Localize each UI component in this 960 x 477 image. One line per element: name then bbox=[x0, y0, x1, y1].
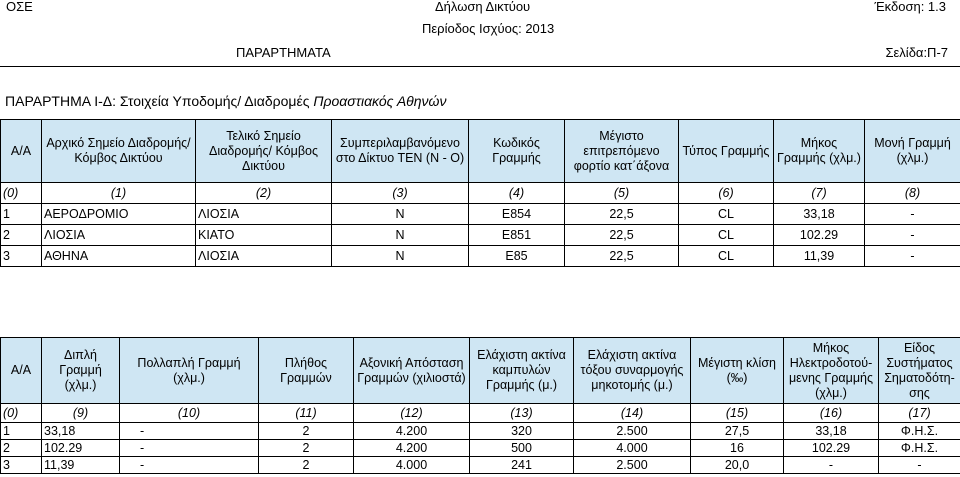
table-cell: 2 bbox=[1, 225, 42, 246]
table-row bbox=[1, 204, 960, 225]
table-cell: Ν bbox=[332, 225, 469, 246]
table-cell: 1 bbox=[1, 204, 42, 225]
table-cell: - bbox=[120, 423, 259, 440]
table-cell: 33,18 bbox=[784, 423, 879, 440]
page-title: ΠΑΡΑΡΤΗΜΑ Ι-Δ: Στοιχεία Υποδομής/ Διαδρομές Προαστιακός Αθηνών bbox=[5, 93, 447, 109]
table-cell: CL bbox=[679, 204, 774, 225]
table-cell: 11,39 bbox=[42, 457, 120, 474]
table-cell: 4.000 bbox=[354, 457, 470, 474]
table-cell: 102.29 bbox=[42, 440, 120, 457]
table-cell: ΛΙΟΣΙΑ bbox=[196, 204, 332, 225]
table-cell: Ε85 bbox=[469, 246, 565, 267]
column-number: (17) bbox=[879, 404, 960, 423]
col-header-min-curve-radius: Ελάχιστη ακτίνα καμπυλών Γραμμής (μ.) bbox=[470, 338, 574, 404]
table-cell: 33,18 bbox=[42, 423, 120, 440]
column-number-row bbox=[1, 404, 960, 423]
column-number: (11) bbox=[259, 404, 354, 423]
table-cell: - bbox=[784, 457, 879, 474]
table-cell: 22,5 bbox=[565, 225, 679, 246]
table-cell: Ε854 bbox=[469, 204, 565, 225]
column-number: (7) bbox=[774, 183, 865, 204]
column-number: (14) bbox=[574, 404, 691, 423]
col-header-track-spacing: Αξονική Απόσταση Γραμμών (χιλιοστά) bbox=[354, 338, 470, 404]
table-cell: 3 bbox=[1, 457, 42, 474]
table-cell: 2.500 bbox=[574, 423, 691, 440]
column-number: (13) bbox=[470, 404, 574, 423]
col-header-ten-network: Συμπεριλαμβανόμενο στο Δίκτυο ΤΕΝ (Ν - Ο) bbox=[332, 120, 469, 183]
table-cell: 20,0 bbox=[691, 457, 784, 474]
column-number: (0) bbox=[1, 183, 42, 204]
table-cell: 4.200 bbox=[354, 423, 470, 440]
table-cell: Ν bbox=[332, 246, 469, 267]
table-row bbox=[1, 225, 960, 246]
column-number-row bbox=[1, 183, 960, 204]
col-header-end-point: Τελικό Σημείο Διαδρομής/ Κόμβος Δικτύου bbox=[196, 120, 332, 183]
col-header-signalling-system: Είδος Συστήματος Σηματοδότη-σης bbox=[879, 338, 960, 404]
table-cell: 22,5 bbox=[565, 246, 679, 267]
column-number: (8) bbox=[865, 183, 960, 204]
table-cell: 241 bbox=[470, 457, 574, 474]
col-header-single-line: Μονή Γραμμή (χλμ.) bbox=[865, 120, 960, 183]
header-divider bbox=[0, 66, 960, 67]
routes-table bbox=[0, 119, 960, 267]
table-cell: Φ.Η.Σ. bbox=[879, 440, 960, 457]
column-number: (6) bbox=[679, 183, 774, 204]
table-cell: 2 bbox=[259, 423, 354, 440]
table-cell: 4.200 bbox=[354, 440, 470, 457]
table-cell: 33,18 bbox=[774, 204, 865, 225]
table-cell: 4.000 bbox=[574, 440, 691, 457]
col-header-number-of-lines: Πλήθος Γραμμών bbox=[259, 338, 354, 404]
col-header-aa: Α/Α bbox=[1, 120, 42, 183]
document-title: Δήλωση Δικτύου bbox=[435, 0, 531, 14]
table-cell: 2 bbox=[1, 440, 42, 457]
table-cell: 102.29 bbox=[784, 440, 879, 457]
column-number: (10) bbox=[120, 404, 259, 423]
table-cell: Φ.Η.Σ. bbox=[879, 423, 960, 440]
table-cell: 2 bbox=[259, 457, 354, 474]
col-header-line-code: Κωδικός Γραμμής bbox=[469, 120, 565, 183]
org-label: ΟΣΕ bbox=[6, 0, 33, 14]
col-header-multiple-line: Πολλαπλή Γραμμή (χλμ.) bbox=[120, 338, 259, 404]
table-cell: ΛΙΟΣΙΑ bbox=[42, 225, 196, 246]
table-cell: - bbox=[865, 246, 960, 267]
table-cell: 3 bbox=[1, 246, 42, 267]
column-number: (2) bbox=[196, 183, 332, 204]
table-cell: 1 bbox=[1, 423, 42, 440]
table-cell: 27,5 bbox=[691, 423, 784, 440]
table-row bbox=[1, 246, 960, 267]
edition-label: Έκδοση: 1.3 bbox=[874, 0, 946, 14]
col-header-electrified-length: Μήκος Ηλεκτροδοτού-μενης Γραμμής (χλμ.) bbox=[784, 338, 879, 404]
table-cell: ΚΙΑΤΟ bbox=[196, 225, 332, 246]
table-cell: Ε851 bbox=[469, 225, 565, 246]
table-row bbox=[1, 457, 960, 474]
column-number: (12) bbox=[354, 404, 470, 423]
table-cell: 2.500 bbox=[574, 457, 691, 474]
validity-period: Περίοδος Ισχύος: 2013 bbox=[422, 21, 555, 36]
column-number: (16) bbox=[784, 404, 879, 423]
section-label: ΠΑΡΑΡΤΗΜΑΤΑ bbox=[236, 45, 331, 60]
column-number: (0) bbox=[1, 404, 42, 423]
table-cell: Ν bbox=[332, 204, 469, 225]
page-number: Σελίδα:Π-7 bbox=[885, 45, 948, 60]
col-header-double-line: Διπλή Γραμμή (χλμ.) bbox=[42, 338, 120, 404]
table-cell: 500 bbox=[470, 440, 574, 457]
table-cell: 22,5 bbox=[565, 204, 679, 225]
table-row bbox=[1, 423, 960, 440]
table-cell: - bbox=[865, 225, 960, 246]
table-cell: ΛΙΟΣΙΑ bbox=[196, 246, 332, 267]
column-number: (9) bbox=[42, 404, 120, 423]
table-cell: ΑΘΗΝΑ bbox=[42, 246, 196, 267]
table-cell: - bbox=[879, 457, 960, 474]
col-header-line-type: Τύπος Γραμμής bbox=[679, 120, 774, 183]
table-cell: - bbox=[120, 457, 259, 474]
column-number: (15) bbox=[691, 404, 784, 423]
table-cell: 2 bbox=[259, 440, 354, 457]
col-header-aa: Α/Α bbox=[1, 338, 42, 404]
column-number: (4) bbox=[469, 183, 565, 204]
table-cell: 102.29 bbox=[774, 225, 865, 246]
column-number: (5) bbox=[565, 183, 679, 204]
column-number: (3) bbox=[332, 183, 469, 204]
column-number: (1) bbox=[42, 183, 196, 204]
table-cell: 16 bbox=[691, 440, 784, 457]
infrastructure-table bbox=[0, 337, 960, 474]
table-cell: CL bbox=[679, 225, 774, 246]
table-row bbox=[1, 440, 960, 457]
col-header-line-length: Μήκος Γραμμής (χλμ.) bbox=[774, 120, 865, 183]
table-cell: - bbox=[865, 204, 960, 225]
table-cell: CL bbox=[679, 246, 774, 267]
col-header-start-point: Αρχικό Σημείο Διαδρομής/ Κόμβος Δικτύου bbox=[42, 120, 196, 183]
table-cell: - bbox=[120, 440, 259, 457]
table-cell: 11,39 bbox=[774, 246, 865, 267]
col-header-max-axle-load: Μέγιστο επιτρεπόμενο φορτίο κατ΄άξονα bbox=[565, 120, 679, 183]
col-header-min-vertical-radius: Ελάχιστη ακτίνα τόξου συναρμογής μηκοτομής (μ.) bbox=[574, 338, 691, 404]
table-cell: 320 bbox=[470, 423, 574, 440]
table-cell: ΑΕΡΟΔΡΟΜΙΟ bbox=[42, 204, 196, 225]
col-header-max-gradient: Μέγιστη κλίση (‰) bbox=[691, 338, 784, 404]
